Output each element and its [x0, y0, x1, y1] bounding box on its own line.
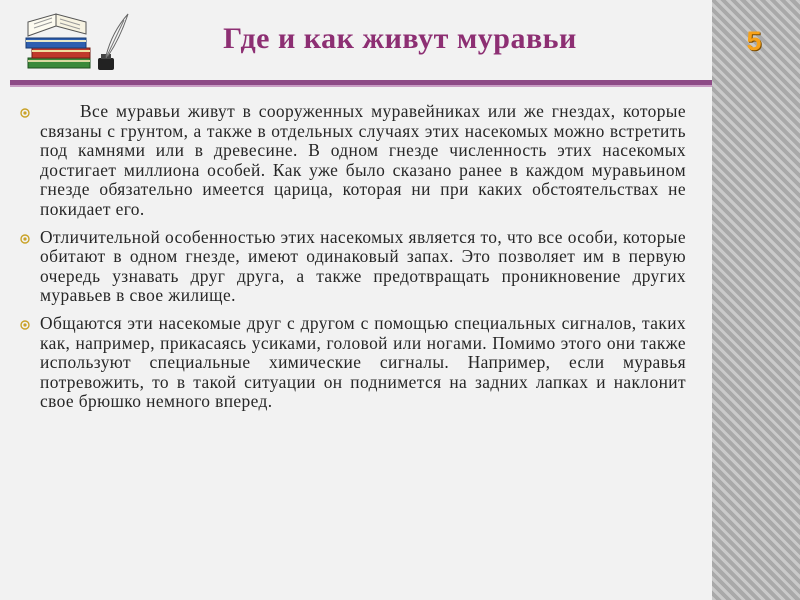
slide-title: Где и как живут муравьи	[223, 22, 577, 55]
bullet-item	[14, 102, 686, 220]
bullet-text: Все муравьи живут в сооруженных муравейниках или же гнездах, которые связаны с грунтом, а также в отдельных случаях этих насекомых можно встретить под камнями или в древесине. В одном гнезде численность этих насекомых достигает миллиона особей. Как уже было сказано ранее в каждом муравьином гнезде обязательно имеется царица, которая ни при каких обстоятельствах не покидает его.	[40, 101, 686, 219]
books-and-quill-icon	[20, 8, 132, 76]
bullet-item	[14, 314, 686, 412]
bullet-text: Отличительной особенностью этих насекомых является то, что все особи, которые обитают в одном гнезде, имеют одинаковый запах. Это позволяет им в первую очередь узнавать друг друга, а также предотвращать проникновение других муравьев в свое жилище.	[40, 226, 686, 306]
circle-bullet-icon	[20, 234, 30, 244]
circle-bullet-icon	[20, 320, 30, 330]
slide-body	[14, 102, 686, 420]
circle-bullet-icon	[20, 108, 30, 118]
bullet-text: Общаются эти насекомые друг с другом с помощью специальных сигналов, таких как, например, прикасаясь усиками, головой или ногами. Помимо этого они также используют специальные химические сигналы. Например, если муравья потревожить, то в такой ситуации он поднимется на задних лапках и наклонит свое брюшко немного вперед.	[40, 312, 686, 412]
title-divider	[10, 80, 712, 87]
slide-number: 5	[746, 26, 762, 56]
bullet-item	[14, 228, 686, 306]
decorative-side-strip	[712, 0, 800, 600]
